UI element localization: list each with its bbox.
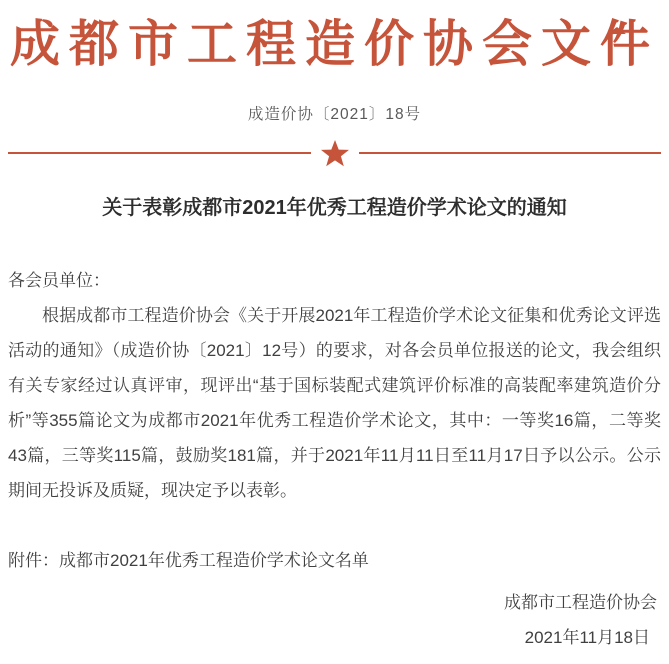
letterhead-org-title: 成都市工程造价协会文件 bbox=[10, 16, 659, 72]
attachment-line: 附件：成都市2021年优秀工程造价学术论文名单 bbox=[8, 551, 369, 570]
signature-date: 2021年11月18日 bbox=[524, 628, 650, 647]
document-number: 成造价协〔2021〕18号 bbox=[247, 106, 422, 123]
notice-body bbox=[8, 263, 661, 578]
signature-org-name: 成都市工程造价协会 bbox=[504, 593, 657, 612]
salutation-line: 各会员单位： bbox=[8, 271, 110, 290]
signature-block bbox=[0, 585, 669, 655]
notice-title: 关于表彰成都市2021年优秀工程造价学术论文的通知 bbox=[102, 197, 567, 219]
scan-artifact-mark bbox=[607, 27, 626, 34]
notice-paragraph: 根据成都市工程造价协会《关于开展2021年工程造价学术论文征集和优秀论文评选活动的通知》（成造价协〔2021〕12号）的要求，对各会员单位报送的论文，我会组织有关专家经过认真评审，现评出“基于国标装配式建筑评价标准的高装配率建筑造价分析”等355篇论文为成都市2021年优秀工程造价学术论文，其中：一等奖16篇，二等奖43篇，三等奖115篇，鼓励奖181篇，并于2021年11月11日至11月17日予以公示。公示期间无投诉及质疑，现决定予以表彰。 bbox=[8, 306, 661, 500]
divider-line-right bbox=[359, 152, 662, 154]
letterhead-divider bbox=[8, 139, 661, 167]
divider-line-left bbox=[8, 152, 311, 154]
star-icon bbox=[320, 139, 350, 167]
